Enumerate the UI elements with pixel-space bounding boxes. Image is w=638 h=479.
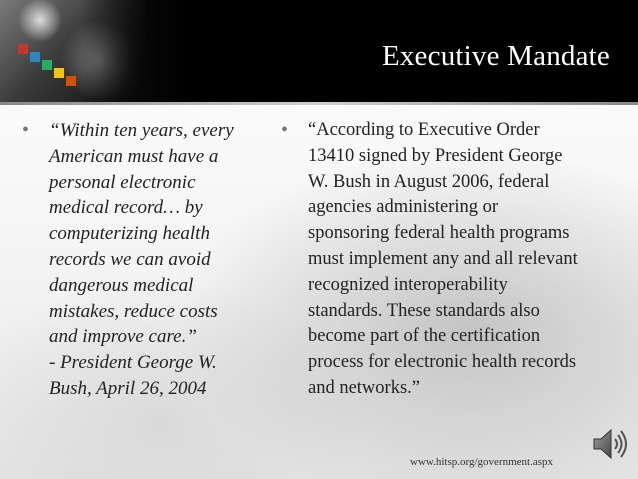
quote-line: mistakes, reduce costs (49, 300, 218, 322)
photo-block (54, 68, 64, 78)
slide-title: Executive Mandate (381, 40, 610, 72)
left-column (22, 118, 262, 402)
photo-block (30, 52, 40, 62)
quote-line: American must have a (49, 145, 219, 167)
body-line: process for electronic health records (308, 352, 577, 373)
quote-line: computerizing health (49, 223, 210, 245)
source-url[interactable]: www.hitsp.org/government.aspx (410, 456, 553, 468)
quote-line: “Within ten years, every (49, 120, 234, 141)
title-bar (0, 0, 638, 102)
photo-block (66, 76, 76, 86)
body-line: and networks.” (308, 377, 420, 398)
header-photo (0, 0, 150, 102)
right-column (281, 118, 621, 402)
quote-bullet (22, 118, 262, 402)
title-divider (0, 102, 638, 105)
quote-line: records we can avoid (49, 248, 211, 270)
quote-line: medical record… by (49, 197, 203, 219)
bullet-marker: • (22, 119, 30, 141)
bullet-marker: • (281, 119, 289, 141)
body-line: agencies administering or (308, 197, 499, 218)
quote-line: and improve care.” (49, 326, 197, 348)
quote-line: dangerous medical (49, 274, 194, 296)
body-line: standards. These standards also (308, 300, 540, 321)
photo-block (42, 60, 52, 70)
photo-block (18, 44, 28, 54)
body-line: sponsoring federal health programs (308, 223, 570, 244)
executive-order-bullet (281, 118, 621, 402)
quote-attribution: - President George W. (49, 352, 217, 374)
body-line: W. Bush in August 2006, federal (308, 171, 550, 192)
body-line: must implement any and all relevant (308, 248, 578, 269)
quote-line: personal electronic (49, 171, 196, 193)
speaker-icon[interactable] (590, 424, 630, 464)
body-line: recognized interoperability (308, 274, 508, 295)
body-line: become part of the certification (308, 326, 541, 347)
body-line: “According to Executive Order (308, 120, 540, 140)
quote-attribution: Bush, April 26, 2004 (49, 377, 207, 399)
body-line: 13410 signed by President George (308, 145, 563, 166)
